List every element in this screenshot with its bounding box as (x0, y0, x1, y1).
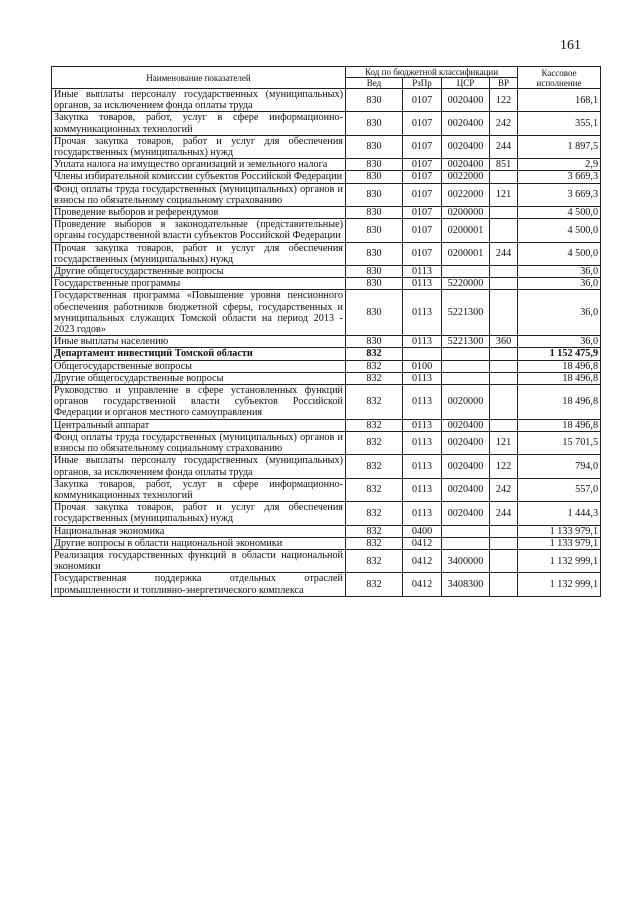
row-amount: 4 500,0 (518, 242, 601, 265)
row-vr (490, 348, 518, 360)
row-ved: 832 (346, 372, 403, 384)
row-vr: 121 (490, 431, 518, 454)
row-name: Национальная экономика (52, 525, 346, 537)
row-ved: 830 (346, 171, 403, 183)
row-csr: 0020400 (442, 159, 490, 171)
row-rzpr: 0113 (403, 419, 442, 431)
table-row (52, 171, 601, 183)
row-csr (442, 348, 490, 360)
header-amount: Кассовое исполнение (518, 67, 601, 89)
row-name: Иные выплаты населению (52, 336, 346, 348)
row-rzpr: 0107 (403, 171, 442, 183)
row-csr: 0020400 (442, 135, 490, 158)
table-row (52, 266, 601, 278)
row-amount: 1 132 999,1 (518, 549, 601, 572)
table-row (52, 290, 601, 336)
row-amount: 36,0 (518, 290, 601, 336)
row-csr: 0200001 (442, 242, 490, 265)
row-name: Департамент инвестиций Томской области (52, 348, 346, 360)
row-vr (490, 385, 518, 420)
row-amount: 168,1 (518, 89, 601, 112)
row-amount: 36,0 (518, 278, 601, 290)
row-csr: 0020400 (442, 431, 490, 454)
row-vr (490, 278, 518, 290)
row-name: Общегосударственные вопросы (52, 360, 346, 372)
row-name: Фонд оплаты труда государственных (муниципальных) органов и взносы по обязательному социальному страхованию (52, 183, 346, 206)
row-rzpr: 0113 (403, 455, 442, 478)
table-row (52, 219, 601, 242)
row-ved: 830 (346, 266, 403, 278)
row-amount: 4 500,0 (518, 219, 601, 242)
header-code-group: Код по бюджетной классификации (346, 67, 518, 78)
row-amount: 1 133 979,1 (518, 525, 601, 537)
row-ved: 830 (346, 278, 403, 290)
row-name: Реализация государственных функций в области национальной экономики (52, 549, 346, 572)
row-vr (490, 266, 518, 278)
table-row (52, 385, 601, 420)
row-csr (442, 266, 490, 278)
row-ved: 832 (346, 478, 403, 501)
row-name: Государственная поддержка отдельных отраслей промышленности и топливно-энергетического комплекса (52, 573, 346, 596)
row-amount: 4 500,0 (518, 207, 601, 219)
row-ved: 830 (346, 336, 403, 348)
row-csr (442, 537, 490, 549)
row-rzpr: 0107 (403, 89, 442, 112)
row-rzpr: 0412 (403, 537, 442, 549)
row-amount: 1 444,3 (518, 502, 601, 525)
row-vr: 851 (490, 159, 518, 171)
header-vr: ВР (490, 78, 518, 89)
row-rzpr: 0412 (403, 549, 442, 572)
row-name: Другие общегосударственные вопросы (52, 266, 346, 278)
row-ved: 830 (346, 159, 403, 171)
row-amount: 1 133 979,1 (518, 537, 601, 549)
row-ved: 830 (346, 207, 403, 219)
row-amount: 36,0 (518, 336, 601, 348)
row-ved: 830 (346, 183, 403, 206)
row-name: Прочая закупка товаров, работ и услуг для обеспечения государственных (муниципальных) нужд (52, 135, 346, 158)
row-ved: 832 (346, 360, 403, 372)
row-rzpr: 0113 (403, 278, 442, 290)
row-rzpr: 0107 (403, 183, 442, 206)
row-name: Иные выплаты персоналу государственных (муниципальных) органов, за исключением фонда оплаты труда (52, 89, 346, 112)
table-row (52, 348, 601, 360)
row-amount: 2,9 (518, 159, 601, 171)
row-amount: 18 496,8 (518, 419, 601, 431)
row-vr (490, 549, 518, 572)
row-ved: 830 (346, 112, 403, 135)
row-ved: 832 (346, 549, 403, 572)
row-vr (490, 573, 518, 596)
row-vr: 244 (490, 242, 518, 265)
row-csr: 0020400 (442, 502, 490, 525)
table-row (52, 455, 601, 478)
row-amount: 3 669,3 (518, 183, 601, 206)
row-rzpr: 0113 (403, 336, 442, 348)
row-vr: 242 (490, 478, 518, 501)
row-vr: 360 (490, 336, 518, 348)
row-ved: 830 (346, 242, 403, 265)
table-row (52, 372, 601, 384)
row-ved: 832 (346, 419, 403, 431)
row-csr: 5220000 (442, 278, 490, 290)
row-vr: 242 (490, 112, 518, 135)
row-vr: 122 (490, 455, 518, 478)
row-ved: 832 (346, 431, 403, 454)
row-rzpr: 0107 (403, 159, 442, 171)
row-csr: 0200000 (442, 207, 490, 219)
row-csr: 0200001 (442, 219, 490, 242)
row-csr (442, 360, 490, 372)
row-name: Прочая закупка товаров, работ и услуг для обеспечения государственных (муниципальных) нужд (52, 502, 346, 525)
row-vr: 121 (490, 183, 518, 206)
row-rzpr: 0113 (403, 385, 442, 420)
row-ved: 832 (346, 348, 403, 360)
row-name: Закупка товаров, работ, услуг в сфере информационно-коммуникационных технологий (52, 478, 346, 501)
row-amount: 557,0 (518, 478, 601, 501)
row-csr (442, 372, 490, 384)
row-csr: 5221300 (442, 336, 490, 348)
row-vr (490, 525, 518, 537)
row-name: Государственная программа «Повышение уровня пенсионного обеспечения работников бюджетной сферы, государственных и муниципальных служащих Томской области на период 2013 - 2023 годов» (52, 290, 346, 336)
row-ved: 830 (346, 219, 403, 242)
row-rzpr: 0113 (403, 502, 442, 525)
row-csr: 0020400 (442, 455, 490, 478)
row-csr: 0020400 (442, 112, 490, 135)
row-rzpr: 0400 (403, 525, 442, 537)
row-name: Закупка товаров, работ, услуг в сфере информационно-коммуникационных технологий (52, 112, 346, 135)
row-rzpr (403, 348, 442, 360)
row-rzpr: 0113 (403, 290, 442, 336)
header-csr: ЦСР (442, 78, 490, 89)
row-csr: 0020000 (442, 385, 490, 420)
row-name: Проведение выборов в законодательные (представительные) органы государственной власти субъектов Российской Федерации (52, 219, 346, 242)
table-row (52, 502, 601, 525)
row-ved: 832 (346, 455, 403, 478)
row-vr: 122 (490, 89, 518, 112)
row-csr: 3408300 (442, 573, 490, 596)
row-csr: 0022000 (442, 183, 490, 206)
row-vr (490, 372, 518, 384)
row-amount: 1 897,5 (518, 135, 601, 158)
table-row (52, 242, 601, 265)
row-ved: 830 (346, 89, 403, 112)
row-amount: 1 152 475,9 (518, 348, 601, 360)
row-rzpr: 0412 (403, 573, 442, 596)
row-ved: 832 (346, 385, 403, 420)
row-vr: 244 (490, 135, 518, 158)
table-row (52, 135, 601, 158)
row-rzpr: 0107 (403, 207, 442, 219)
row-amount: 1 132 999,1 (518, 573, 601, 596)
row-amount: 18 496,8 (518, 385, 601, 420)
header-name: Наименование показателей (52, 67, 346, 89)
row-vr (490, 360, 518, 372)
table-row (52, 183, 601, 206)
row-ved: 830 (346, 135, 403, 158)
row-ved: 832 (346, 537, 403, 549)
row-ved: 832 (346, 573, 403, 596)
table-row (52, 419, 601, 431)
row-vr (490, 171, 518, 183)
table-row (52, 478, 601, 501)
row-csr: 0020400 (442, 419, 490, 431)
table-row (52, 159, 601, 171)
table-row (52, 207, 601, 219)
row-vr: 244 (490, 502, 518, 525)
row-amount: 36,0 (518, 266, 601, 278)
row-name: Прочая закупка товаров, работ и услуг для обеспечения государственных (муниципальных) нужд (52, 242, 346, 265)
row-csr: 0020400 (442, 478, 490, 501)
row-name: Уплата налога на имущество организаций и земельного налога (52, 159, 346, 171)
row-vr (490, 219, 518, 242)
row-rzpr: 0107 (403, 135, 442, 158)
row-rzpr: 0113 (403, 372, 442, 384)
row-name: Центральный аппарат (52, 419, 346, 431)
table-row (52, 278, 601, 290)
row-rzpr: 0107 (403, 112, 442, 135)
row-csr: 0022000 (442, 171, 490, 183)
row-name: Проведение выборов и референдумов (52, 207, 346, 219)
row-amount: 355,1 (518, 112, 601, 135)
table-row (52, 89, 601, 112)
row-amount: 18 496,8 (518, 360, 601, 372)
row-amount: 15 701,5 (518, 431, 601, 454)
table-row (52, 525, 601, 537)
table-row (52, 112, 601, 135)
table-row (52, 336, 601, 348)
row-ved: 832 (346, 525, 403, 537)
row-ved: 832 (346, 502, 403, 525)
row-vr (490, 290, 518, 336)
row-csr: 5221300 (442, 290, 490, 336)
header-rzpr: РзПр (403, 78, 442, 89)
row-rzpr: 0100 (403, 360, 442, 372)
row-csr (442, 525, 490, 537)
row-amount: 18 496,8 (518, 372, 601, 384)
row-name: Иные выплаты персоналу государственных (муниципальных) органов, за исключением фонда оплаты труда (52, 455, 346, 478)
row-name: Руководство и управление в сфере установленных функций органов государственной власти субъектов Российской Федерации и органов местного самоуправления (52, 385, 346, 420)
table-row (52, 431, 601, 454)
row-amount: 794,0 (518, 455, 601, 478)
row-amount: 3 669,3 (518, 171, 601, 183)
row-rzpr: 0107 (403, 219, 442, 242)
header-ved: Вед (346, 78, 403, 89)
row-rzpr: 0113 (403, 431, 442, 454)
row-vr (490, 207, 518, 219)
page-number: 161 (560, 38, 581, 53)
row-rzpr: 0107 (403, 242, 442, 265)
row-ved: 830 (346, 290, 403, 336)
row-vr (490, 537, 518, 549)
row-vr (490, 419, 518, 431)
row-csr: 3400000 (442, 549, 490, 572)
row-name: Другие вопросы в области национальной экономики (52, 537, 346, 549)
row-name: Государственные программы (52, 278, 346, 290)
row-csr: 0020400 (442, 89, 490, 112)
row-name: Фонд оплаты труда государственных (муниципальных) органов и взносы по обязательному социальному страхованию (52, 431, 346, 454)
row-name: Члены избирательной комиссии субъектов Российской Федерации (52, 171, 346, 183)
table-row (52, 537, 601, 549)
row-rzpr: 0113 (403, 478, 442, 501)
table-row (52, 360, 601, 372)
budget-execution-table (51, 66, 601, 597)
row-name: Другие общегосударственные вопросы (52, 372, 346, 384)
table-row (52, 549, 601, 572)
row-rzpr: 0113 (403, 266, 442, 278)
table-row (52, 573, 601, 596)
